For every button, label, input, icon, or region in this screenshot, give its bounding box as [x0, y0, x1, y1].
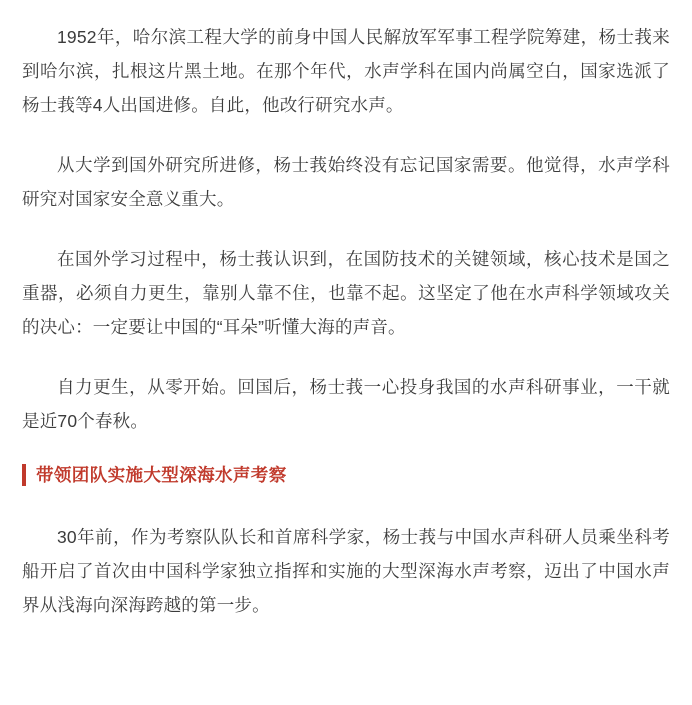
heading-accent-bar	[22, 464, 26, 486]
paragraph-4: 自力更生，从零开始。回国后，杨士莪一心投身我国的水声科研事业，一干就是近70个春秋。	[22, 377, 670, 431]
paragraph-5: 30年前，作为考察队队长和首席科学家，杨士莪与中国水声科研人员乘坐科考船开启了首次由中国科学家独立指挥和实施的大型深海水声考察，迈出了中国水声界从浅海向深海跨越的第一步。	[22, 527, 670, 615]
section-heading	[22, 464, 670, 486]
paragraph-2: 从大学到国外研究所进修，杨士莪始终没有忘记国家需要。他觉得，水声学科研究对国家安全意义重大。	[22, 155, 670, 209]
paragraph-3: 在国外学习过程中，杨士莪认识到，在国防技术的关键领域，核心技术是国之重器，必须自力更生，靠别人靠不住，也靠不起。这坚定了他在水声科学领域攻关的决心：一定要让中国的“耳朵”听懂大海的声音。	[22, 249, 670, 337]
section-heading-label: 带领团队实施大型深海水声考察	[36, 465, 287, 485]
paragraph-1: 1952年，哈尔滨工程大学的前身中国人民解放军军事工程学院筹建，杨士莪来到哈尔滨，扎根这片黑土地。在那个年代，水声学科在国内尚属空白，国家选派了杨士莪等4人出国进修。自此，他改行研究水声。	[22, 27, 670, 115]
